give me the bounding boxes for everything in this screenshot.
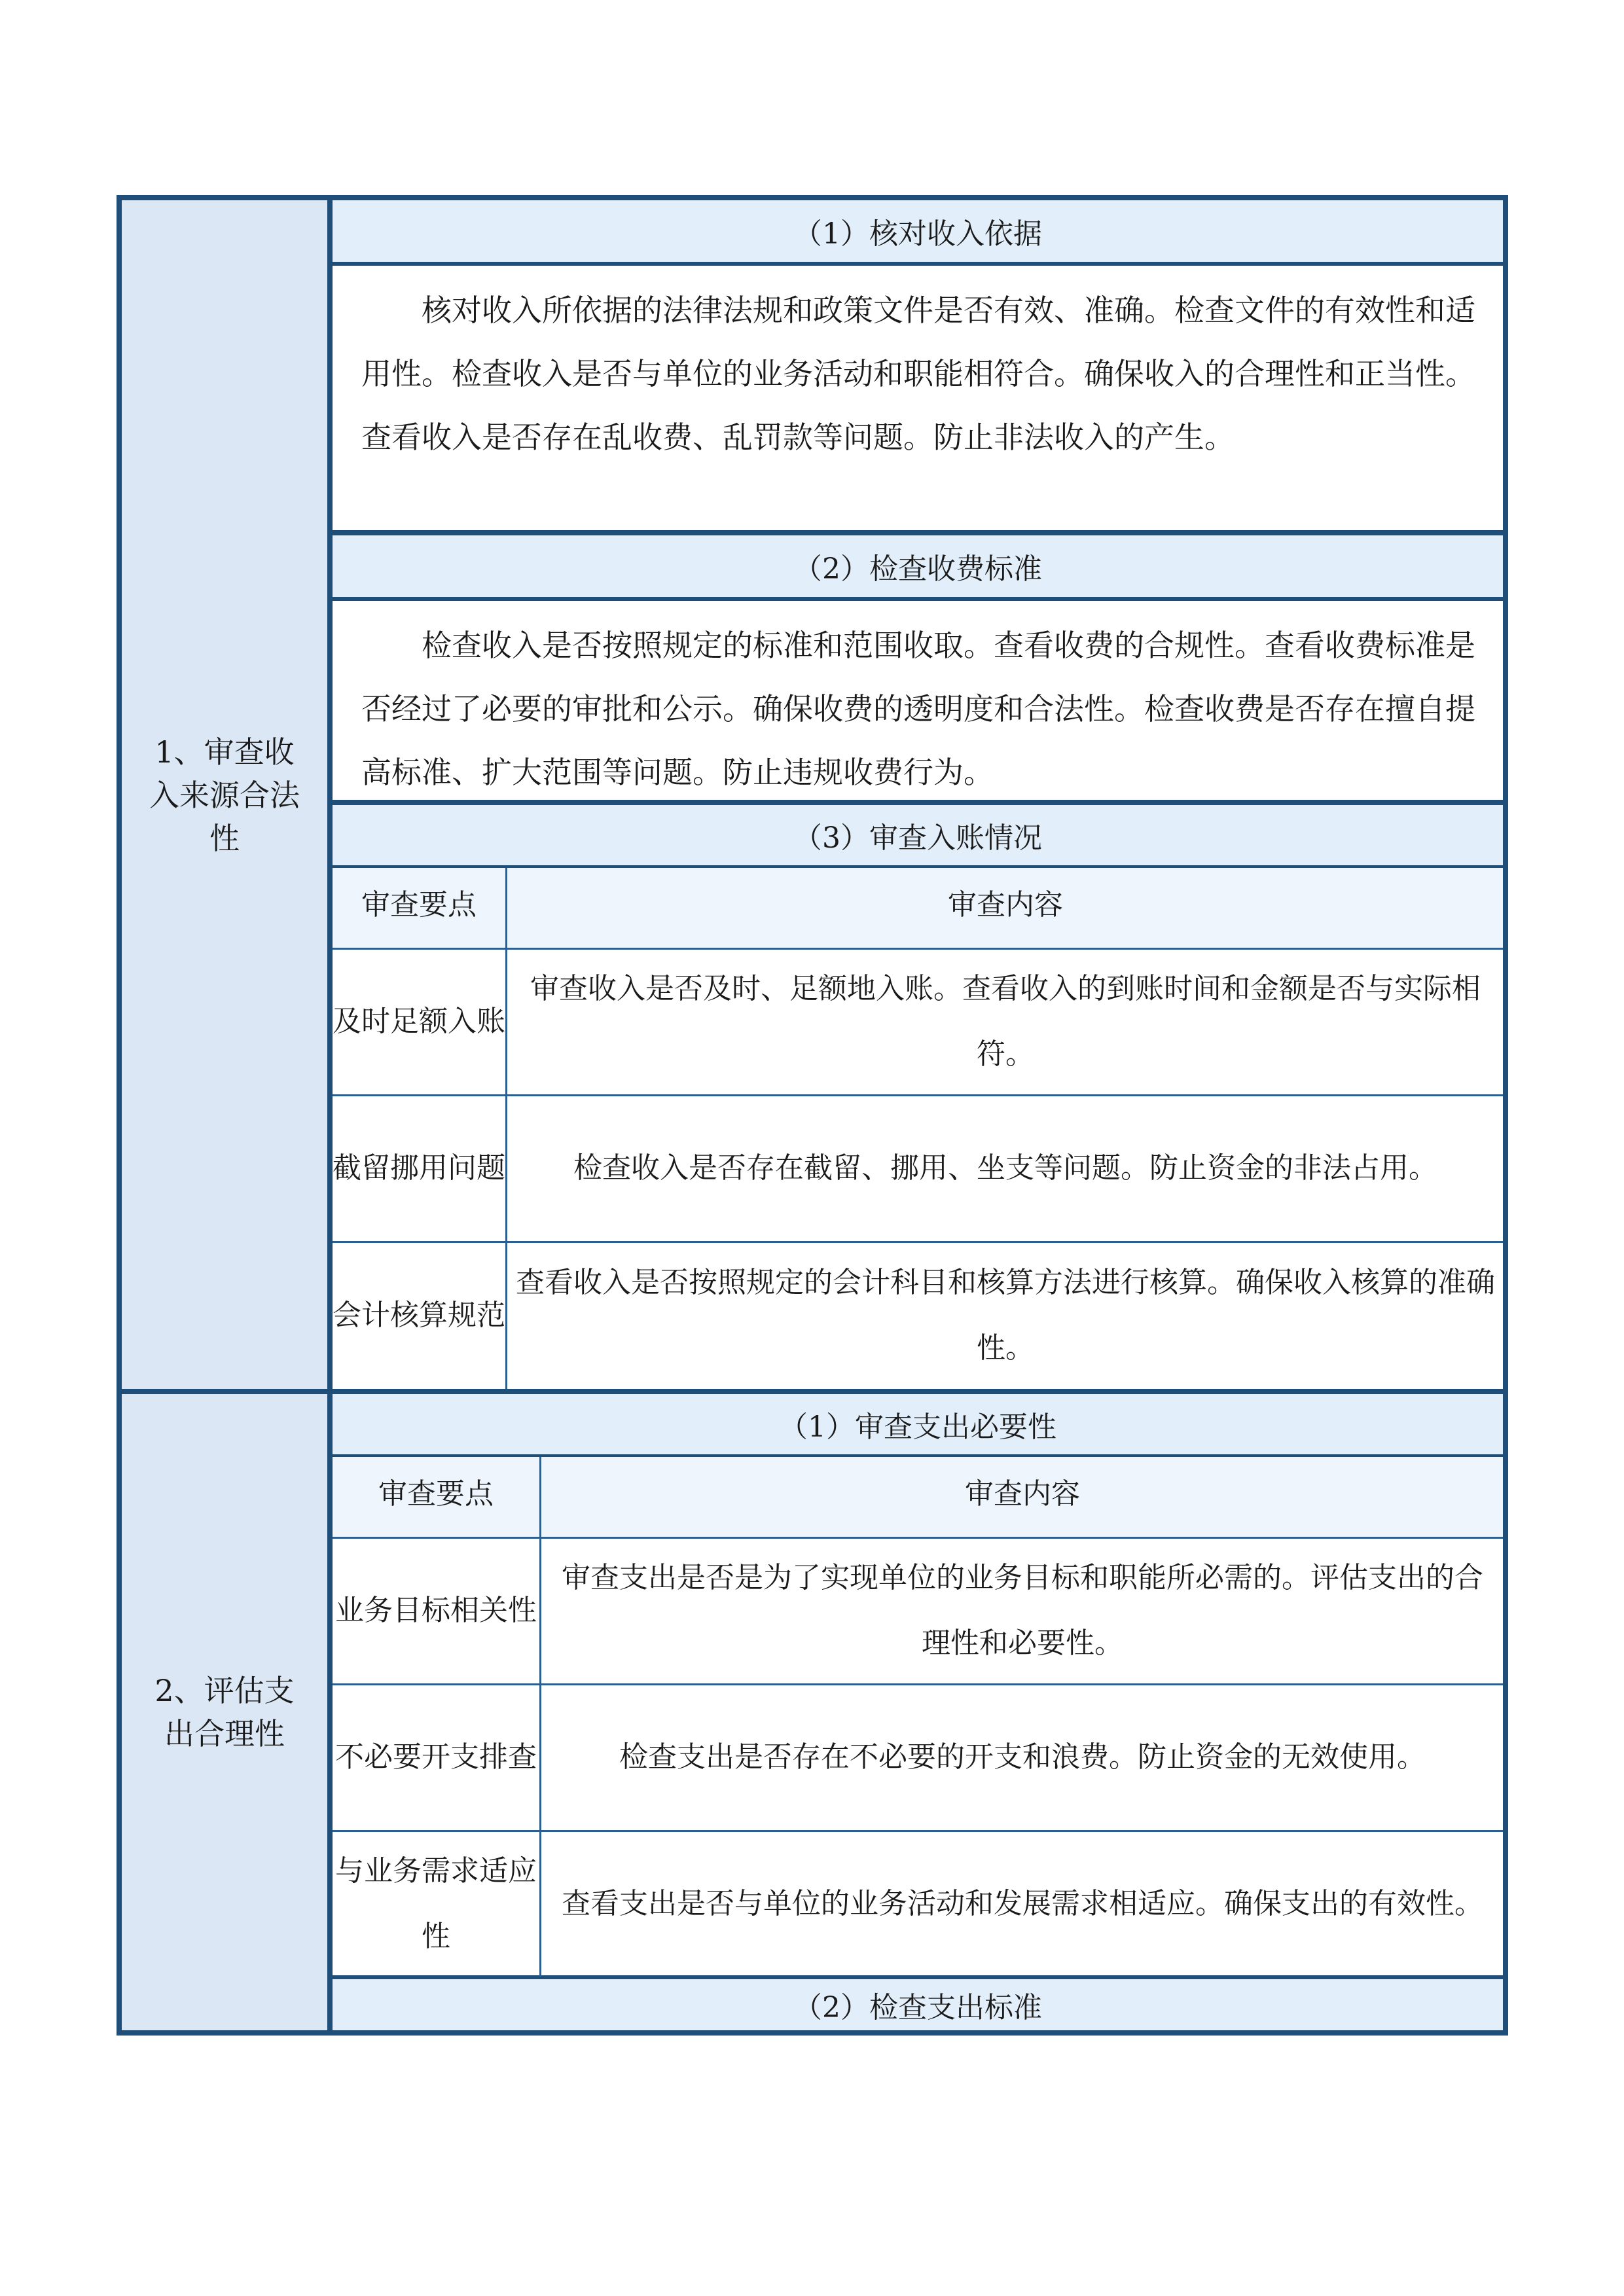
divider (333, 1454, 1503, 1457)
divider (333, 530, 1503, 535)
section2-sub1-col1-header: 审查要点 (333, 1457, 539, 1537)
section1-sub1-title: （1）核对收入依据 (333, 200, 1503, 262)
divider (333, 262, 1503, 266)
divider (333, 1094, 1503, 1096)
section2-sub1-title: （1）审查支出必要性 (333, 1394, 1503, 1454)
section1-row3-content: 查看收入是否按照规定的会计科目和核算方法进行核算。确保收入核算的准确性。 (516, 1266, 1495, 1365)
divider (333, 1975, 1503, 1979)
divider (333, 865, 1503, 868)
divider (505, 868, 507, 1389)
divider (327, 200, 333, 2030)
section2-label: 2、评估支出合理性 (122, 1394, 327, 2030)
divider (539, 1457, 541, 1977)
section1-sub3-title: （3）审查入账情况 (333, 805, 1503, 865)
divider (333, 1537, 1503, 1539)
divider (333, 1683, 1503, 1685)
section1-sub3-col1-header: 审查要点 (333, 868, 505, 948)
divider (122, 1389, 1503, 1394)
section1-label: 1、审查收入来源合法性 (122, 200, 327, 1390)
section2-row2-content: 检查支出是否存在不必要的开支和浪费。防止资金的无效使用。 (619, 1740, 1426, 1774)
section2-row3-point: 与业务需求适应性 (335, 1854, 537, 1953)
section1-row3-point: 会计核算规范 (333, 1299, 505, 1332)
divider (333, 597, 1503, 601)
section2-row3-content: 查看支出是否与单位的业务活动和发展需求相适应。确保支出的有效性。 (562, 1887, 1483, 1920)
section1-sub2-text: 检查收入是否按照规定的标准和范围收取。查看收费的合规性。查看收费标准是否经过了必要的审批和公示。确保收费的透明度和合法性。检查收费是否存在擅自提高标准、扩大范围等问题。防止违规收费行为。 (361, 628, 1475, 790)
section1-row2-point: 截留挪用问题 (333, 1151, 505, 1185)
divider (333, 948, 1503, 950)
section2-sub2-title: （2）检查支出标准 (333, 1979, 1503, 2030)
section2-row1-point: 业务目标相关性 (335, 1594, 537, 1627)
section1-row1-content: 审查收入是否及时、足额地入账。查看收入的到账时间和金额是否与实际相符。 (530, 972, 1481, 1071)
section2-sub1-col2-header: 审查内容 (542, 1457, 1503, 1537)
section2-row2-point: 不必要开支排查 (335, 1740, 537, 1774)
divider (333, 1241, 1503, 1243)
section1-sub1-text: 核对收入所依据的法律法规和政策文件是否有效、准确。检查文件的有效性和适用性。检查收入是否与单位的业务活动和职能相符合。确保收入的合理性和正当性。查看收入是否存在乱收费、乱罚款等问题。防止非法收入的产生。 (361, 293, 1475, 455)
section1-row2-content: 检查收入是否存在截留、挪用、坐支等问题。防止资金的非法占用。 (573, 1151, 1437, 1185)
section1-row1-point: 及时足额入账 (333, 1005, 505, 1038)
section1-sub2-title: （2）检查收费标准 (333, 535, 1503, 597)
divider (333, 1830, 1503, 1832)
section2-row1-content: 审查支出是否是为了实现单位的业务目标和职能所必需的。评估支出的合理性和必要性。 (562, 1561, 1483, 1660)
section1-sub3-col2-header: 审查内容 (508, 868, 1503, 948)
divider (333, 800, 1503, 805)
